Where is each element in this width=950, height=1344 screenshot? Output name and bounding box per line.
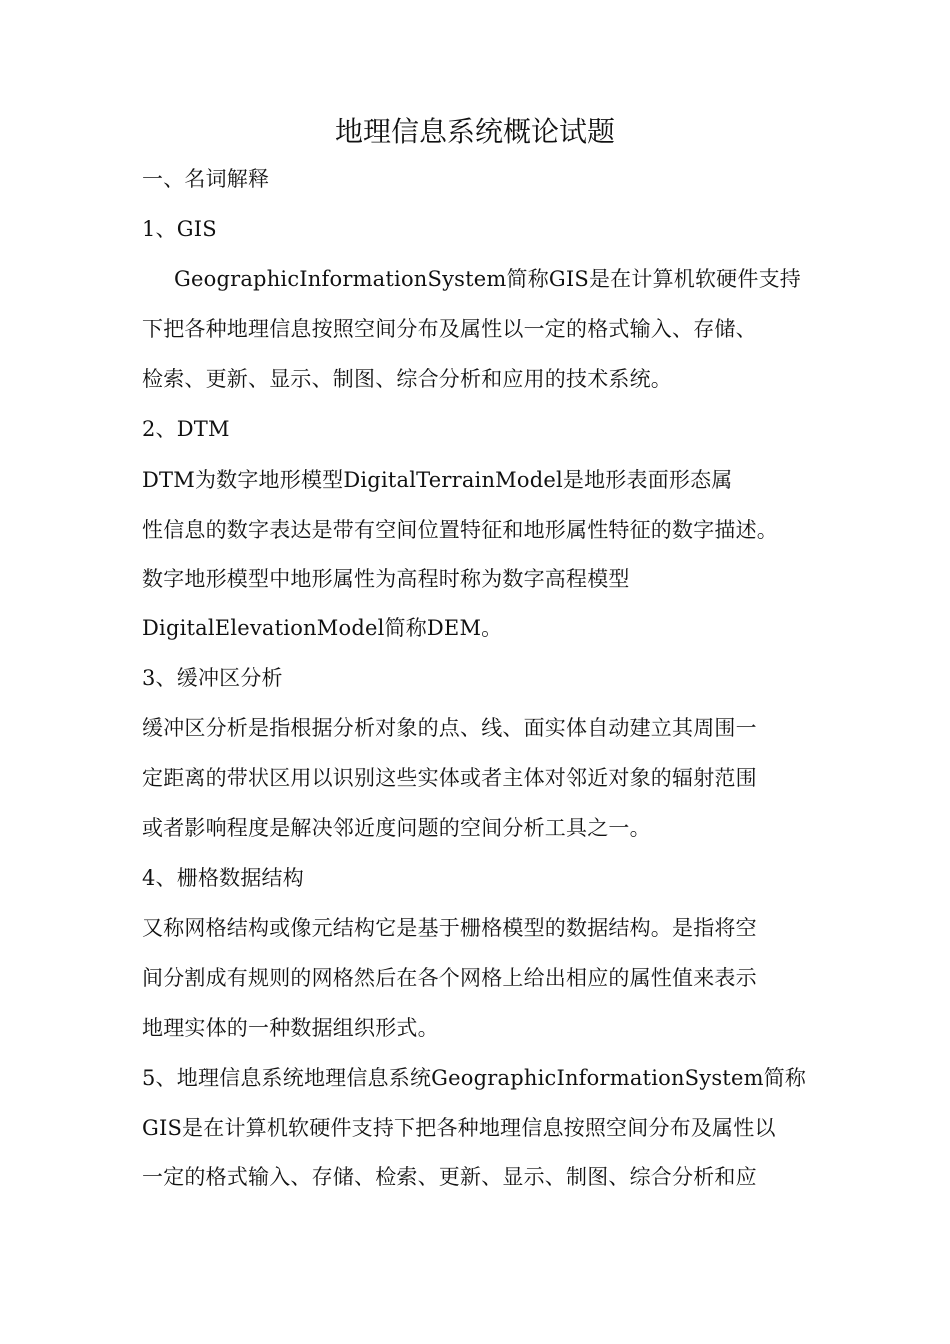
paragraph-line: 缓冲区分析是指根据分析对象的点、线、面实体自动建立其周围一 (142, 716, 757, 740)
paragraph-line: GeographicInformationSystem简称GIS是在计算机软硬件支持 (174, 267, 801, 291)
paragraph-line: DTM为数字地形模型DigitalTerrainModel是地形表面形态属 (142, 468, 733, 492)
paragraph-line: DigitalElevationModel简称DEM。 (142, 616, 503, 640)
term-heading-buffer-analysis: 3、缓冲区分析 (142, 666, 283, 690)
paragraph-line: 又称网格结构或像元结构它是基于栅格模型的数据结构。是指将空 (142, 916, 757, 940)
paragraph-line: 地理实体的一种数据组织形式。 (142, 1016, 439, 1040)
term-heading-raster-structure: 4、栅格数据结构 (142, 866, 304, 890)
term-heading-dtm: 2、DTM (142, 417, 230, 441)
paragraph-line: 性信息的数字表达是带有空间位置特征和地形属性特征的数字描述。 (142, 518, 778, 542)
section-heading: 一、名词解释 (142, 167, 270, 191)
paragraph-line: 一定的格式输入、存储、检索、更新、显示、制图、综合分析和应 (142, 1165, 757, 1189)
term-heading-gis: 1、GIS (142, 217, 217, 241)
term-heading-gis-definition: 5、地理信息系统地理信息系统GeographicInformationSystem简称 (142, 1066, 807, 1090)
document-title: 地理信息系统概论试题 (334, 115, 615, 148)
paragraph-line: 数字地形模型中地形属性为高程时称为数字高程模型 (142, 567, 630, 591)
paragraph-line: 检索、更新、显示、制图、综合分析和应用的技术系统。 (142, 367, 672, 391)
paragraph-line: 下把各种地理信息按照空间分布及属性以一定的格式输入、存储、 (142, 317, 757, 341)
paragraph-line: GIS是在计算机软硬件支持下把各种地理信息按照空间分布及属性以 (142, 1116, 776, 1140)
paragraph-line: 间分割成有规则的网格然后在各个网格上给出相应的属性值来表示 (142, 966, 757, 990)
paragraph-line: 或者影响程度是解决邻近度问题的空间分析工具之一。 (142, 816, 651, 840)
paragraph-line: 定距离的带状区用以识别这些实体或者主体对邻近对象的辐射范围 (142, 766, 757, 790)
